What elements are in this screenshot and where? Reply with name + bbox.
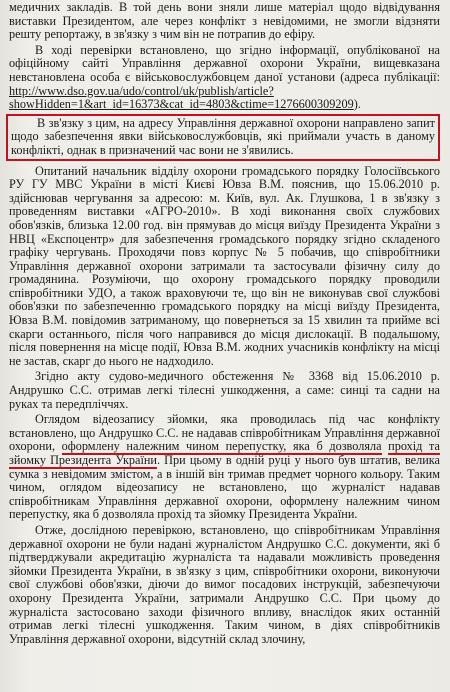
underlined-phrase-2: прохід та зйомку Президента України <box>9 439 440 467</box>
paragraph-6 <box>9 413 440 522</box>
paragraph-7: Отже, дослідною перевіркою, встановлено, що співробітникам Управління державної охорони не були надані журналістом Андрушко С.С. документи, які б підтверджували акредитацію журналіста та надавали можливість проведення зйомки Президента України, в зв'язку з цим, співробітники охорони, виконуючи свої службові обов'язки, діючи до вимог посадових інструкцій, забезпечуючи охорону Президента України, затримали Андрушко С.С. При цьому до журналіста застосовано заходи фізичного впливу, внаслідок яких останній отримав легкі тілесні ушкодження. Таким чином, в діях співробітників Управління державної охорони, відсутній склад злочину, <box>9 522 440 646</box>
highlighted-paragraph-box: В зв'язку з цим, на адресу Управління державної охорони направлено запит щодо забезпечення явки військовослужбовців, які приймали участь в даному конфлікті, однак в призначений час вони не з'явились. <box>6 114 440 161</box>
paragraph-4: Опитаний начальник відділу охорони громадського порядку Голосіївського РУ ГУ МВС України в місті Києві Ювза В.М. пояснив, що 15.06.2010 р. здійснював чергування за адресою: м. Київ, вул. Ак. Глушкова, 1 в зв'язку з проведенням виставки «АГРО-2010». В ході виконання своїх службових обов'язків, близька 12.00 год. він прямував до місця виїзду Президента України з НВЦ «Експоцентр» для забезпечення громадського порядку згідно складеного графіку чергувань. Проходячи повз корпус № 5 побачив, що співробітники Управління державної охорони затримали та застосували фізичну силу до громадянина. Розуміючи, що охорону громадського порядку проводили співробітники УДО, а також враховуючи те, що він не виконував свої службові обов'язки по забезпеченню громадського порядку на місці виїзду Президента, Ювза В.М. повідомив затриманому, що повернеться за 15 хвилин та прийме всі скарги останнього, після чого направився до місця дислокації. В подальшому, після повернення на місце події, Ювза В.М. жодних учасників конфлікту на місці не застав, скарг до нього не надходило. <box>9 163 440 368</box>
paragraph-5: Згідно акту судово-медичного обстеження № 3368 від 15.06.2010 р. Андрушко С.С. отримав легкі тілесні ушкодження, а саме: синці та садни на руках та передпліччях. <box>9 369 440 411</box>
paragraph-1: медичних закладів. В той день вони зняли лише матеріал щодо відвідування виставки Президентом, але через конфлікт з невідомими, не змогли відзняти решту репортажу, в зв'язку з чим він не потрапив до ефіру. <box>9 0 440 42</box>
underlined-phrase-1: оформлену належним чином перепустку, яка б дозволяла <box>61 439 382 454</box>
paragraph-2-end: ). <box>353 97 361 112</box>
paragraph-2 <box>9 44 440 112</box>
paragraph-6-rest: . При цьому в одній руці у нього був штатив, велика сумка з невідомим змістом, а в іншій він тримав предмет чорного кольору. Таким чином, оглядом відеозапису не встановлено, що журналіст надавав співробітникам Управління державної охорони, оформлену належним чином перепустку, яка б дозволяла прохід та зйомку Президента України. <box>9 453 440 522</box>
paragraph-6-text: Оглядом відеозапису зйомки, яка проводилась під час конфлікту встановлено, що Андрушко С.С. не надавав співробітникам Управління державної охорони, <box>9 412 440 454</box>
paragraph-2-text: В ході перевірки встановлено, що згідно інформації, опублікованої на офіційному сайті Управління державної охорони України, вищевказана невстановлена особа є військовослужбовцем даної установи (адреса публікації: <box>9 42 440 84</box>
publication-link[interactable]: http://www.dso.gov.ua/udo/control/uk/publish/article?showHidden=1&art_id=16373&cat_id=4803&ctime=1276600309209 <box>9 83 354 112</box>
